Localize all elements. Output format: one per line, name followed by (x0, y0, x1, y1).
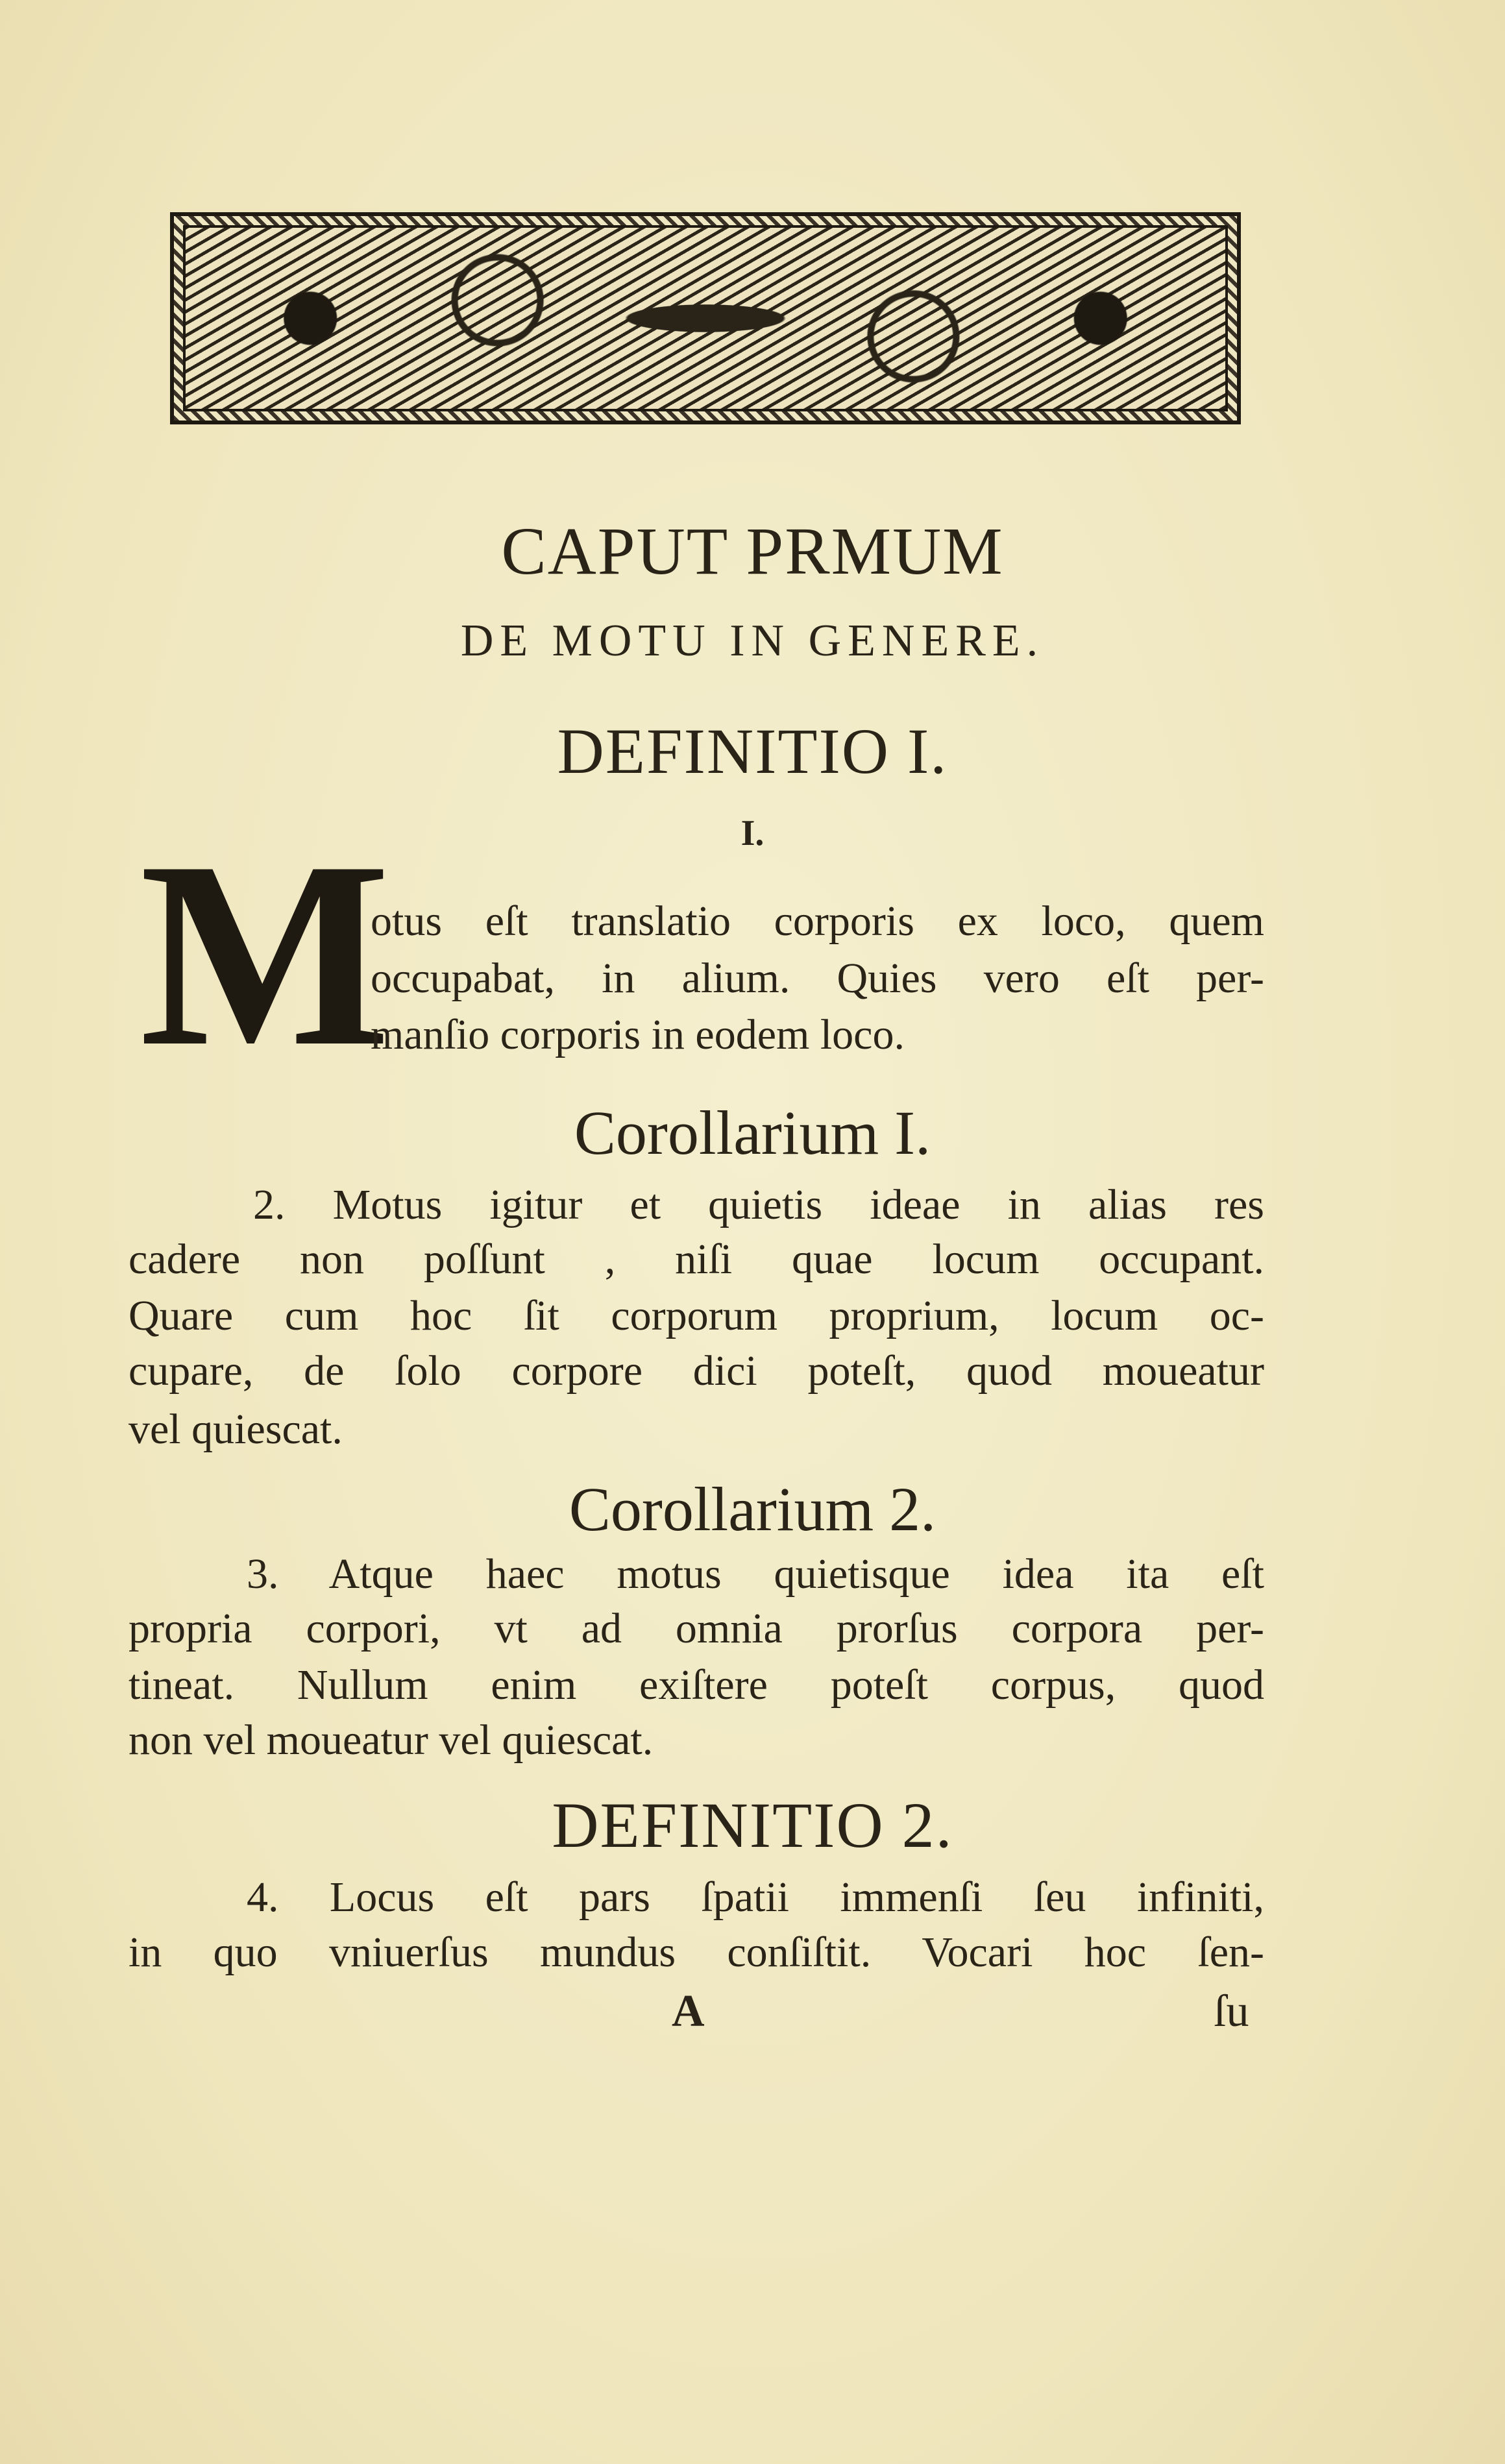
headpiece-ornament (170, 212, 1241, 424)
text-line: occupabat, in alium. Quies vero eſt per- (371, 955, 1264, 1002)
chapter-subtitle: DE MOTU IN GENERE. (460, 616, 1045, 666)
definition-2-heading: DEFINITIO 2. (552, 1789, 953, 1861)
catchword: ſu (1214, 1986, 1249, 2036)
text-line: non vel moueatur vel quiescat. (128, 1716, 654, 1764)
corollary-2-heading: Corollarium 2. (569, 1474, 936, 1544)
text-line: tineat. Nullum enim exiſtere poteſt corpus, quod (128, 1661, 1264, 1709)
text-line: Quare cum hoc ſit corporum proprium, locum oc- (128, 1292, 1264, 1339)
signature-mark: A (672, 1986, 705, 2036)
text-line: 4. Locus eſt pars ſpatii immenſi ſeu infiniti, (247, 1873, 1264, 1921)
text-line: 3. Atque haec motus quietisque idea ita eſt (247, 1550, 1264, 1598)
text-line: cupare, de ſolo corpore dici poteſt, quod moueatur (128, 1347, 1264, 1395)
text-line: propria corpori, vt ad omnia prorſus corpora per- (128, 1605, 1264, 1652)
chapter-title: CAPUT PRMUM (501, 514, 1004, 589)
text-line: vel quiescat. (128, 1406, 343, 1453)
definition-1-heading: DEFINITIO I. (557, 715, 948, 787)
text-line: manſio corporis in eodem loco. (371, 1011, 905, 1058)
section-number: I. (740, 813, 765, 853)
text-line: otus eſt translatio corporis ex loco, quem (371, 897, 1264, 945)
drop-cap: M (140, 807, 391, 1101)
text-line: in quo vniuerſus mundus conſiſtit. Vocari hoc ſen- (128, 1929, 1264, 1976)
corollary-1-heading: Corollarium I. (574, 1098, 931, 1167)
text-line: 2. Motus igitur et quietis ideae in alias res (253, 1181, 1264, 1228)
text-line: cadere non poſſunt , niſi quae locum occupant. (128, 1236, 1264, 1283)
